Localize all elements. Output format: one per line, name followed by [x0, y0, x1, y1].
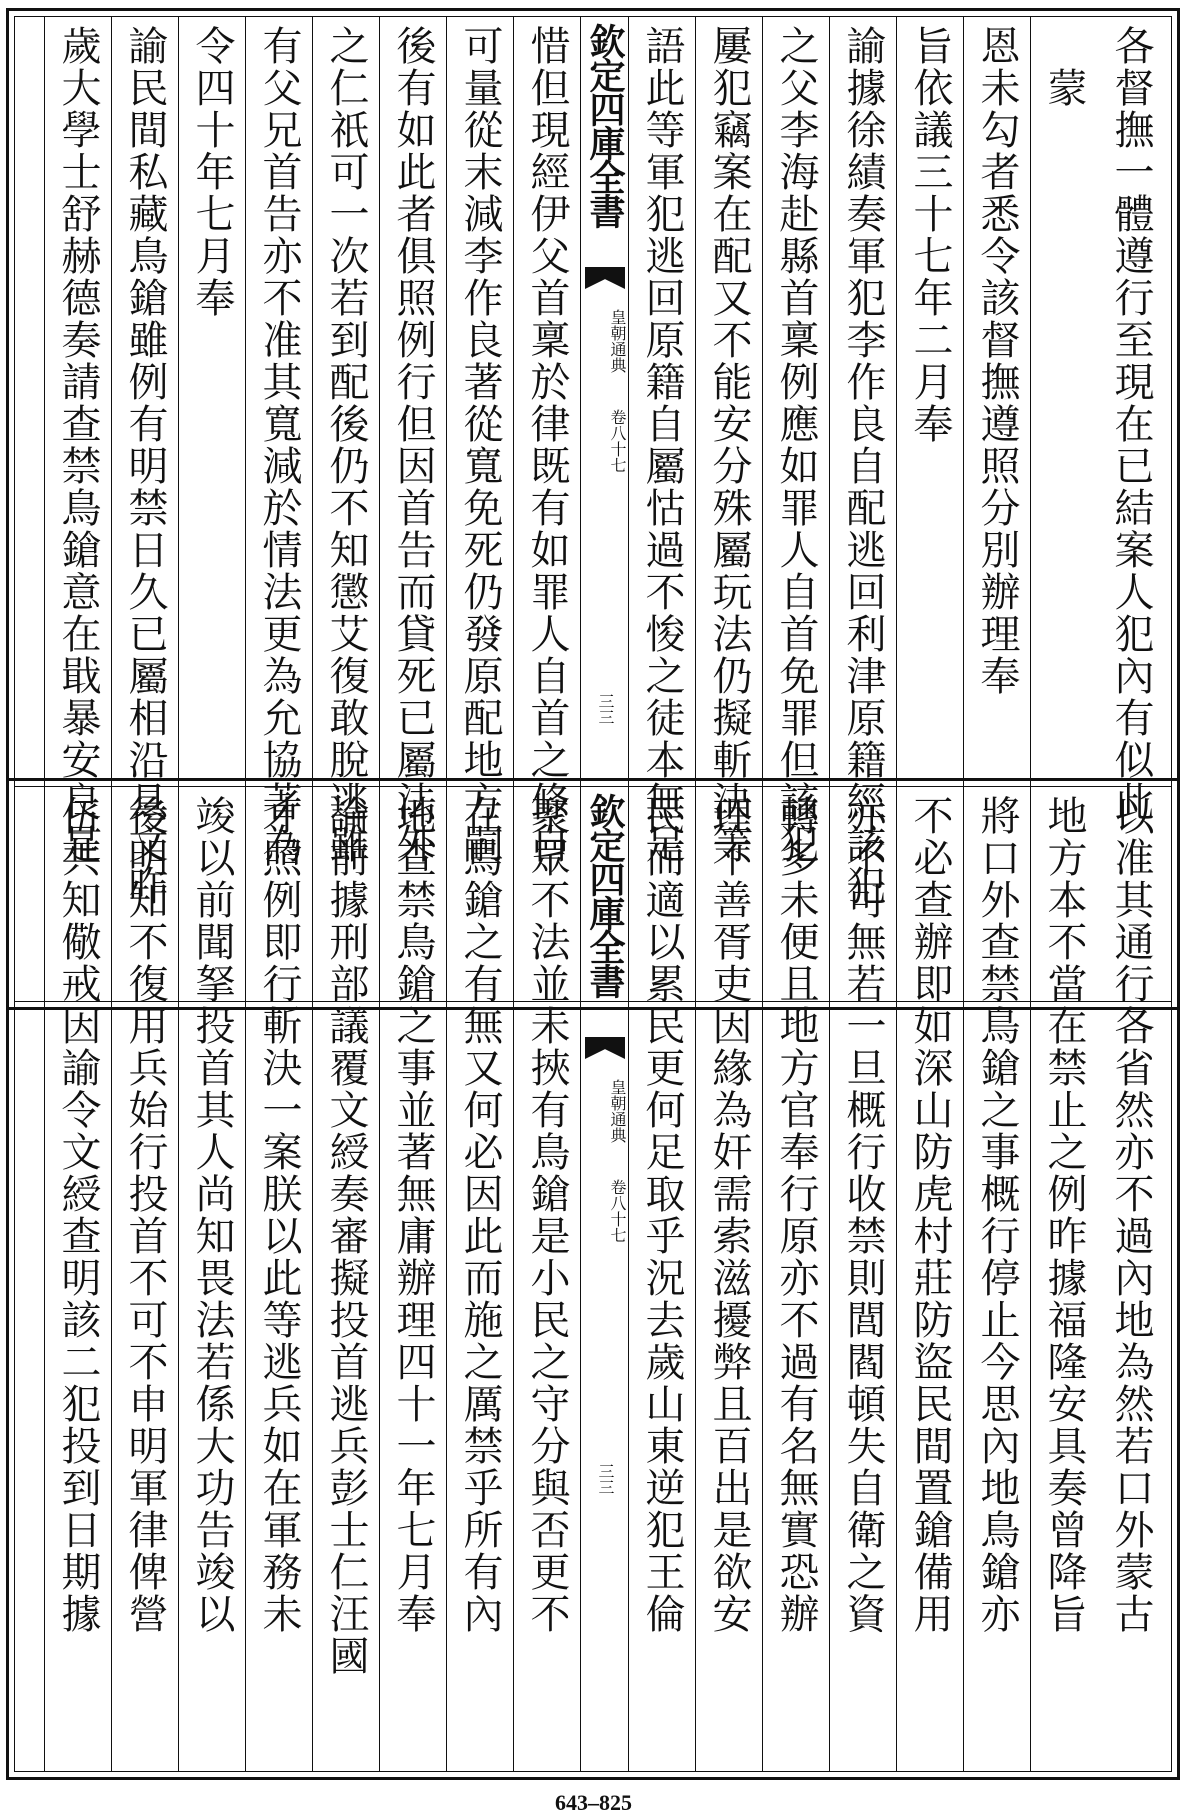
text-column: 不必查辦即如深山防虎村莊防盜民間置鎗備用 [896, 787, 963, 1771]
text-column: 後明知不復用兵始行投首不可不申明軍律俾營 [111, 787, 178, 1771]
page-gutter [580, 787, 629, 1771]
text-column: 將口外查禁鳥鎗之事概行停止今思內地鳥鎗亦 [963, 787, 1030, 1771]
text-column: 可量從末減李作良著從寬免死仍發原配地方嗣 [446, 17, 513, 1001]
text-column: 以准其通行各省然亦不過內地為然若口外蒙古 [1108, 795, 1154, 1635]
text-column: 屢犯竊案在配又不能安分殊屬玩法仍擬斬決等 [695, 17, 762, 1001]
text-column: 令四十年七月奉 [178, 17, 245, 1001]
text-column: 民而適以累民更何足取乎況去歲山東逆犯王倫 [628, 787, 695, 1771]
text-column: 諭前據刑部議覆文綬奏審擬投首逃兵彭士仁汪國 [312, 787, 379, 1771]
gutter-source: 皇朝通典 [608, 1079, 627, 1143]
text-column: 蒙 [1030, 17, 1097, 1001]
gutter-source: 皇朝通典 [608, 309, 627, 373]
gutter-title: 欽定四庫全書 [584, 793, 626, 997]
text-column: 亦不可無若一旦概行收禁則閭閻頓失自衛之資 [829, 787, 896, 1771]
fish-tail-mark-icon [585, 1037, 625, 1059]
text-column: 惜但現經伊父首稟於律既有如罪人自首之條自 [513, 17, 580, 1001]
text-column: 才照例即行斬決一案朕以此等逃兵如在軍務未 [245, 787, 312, 1771]
page-reference-number: 643–825 [555, 1790, 632, 1815]
bottom-page [6, 778, 1180, 1780]
text-column: 竣以前聞拏投首其人尚知畏法若係大功告竣以 [178, 787, 245, 1771]
text-column: 之父李海赴縣首稟例應如罪人自首免罪但該犯 [762, 17, 829, 1001]
text-column: 旨依議三十七年二月奉 [896, 17, 963, 1001]
fish-tail-mark-icon [585, 267, 625, 289]
gutter-title: 欽定四庫全書 [584, 23, 626, 227]
text-column: 轉多未便且地方官奉行原亦不過有名無實恐辦 [762, 787, 829, 1771]
text-column: 恩未勾者悉令該督撫遵照分別辦理奉 [963, 17, 1030, 1001]
text-column: 有父兄首告亦不准其寬減於情法更為允協著為 [245, 17, 312, 1001]
text-column: 聚眾不法並未挾有鳥鎗是小民之守分與否更不 [513, 787, 580, 1771]
text-column: 諭據徐績奏軍犯李作良自配逃回利津原籍經該犯 [829, 17, 896, 1001]
text-column: 之仁祇可一次若到配後仍不知懲艾復敢脫逃雖 [312, 17, 379, 1001]
text-column: 在鳥鎗之有無又何必因此而施之厲禁乎所有內 [446, 787, 513, 1771]
text-column: 語此等軍犯逃回原籍自屬怙過不悛之徒本無足 [628, 17, 695, 1001]
bottom-page-frame [14, 786, 1172, 1772]
text-column: 諭民間私藏鳥鎗雖例有明禁日久已屬相沿具文昨 [111, 17, 178, 1001]
text-column: 伍共知儆戒因諭令文綬查明該二犯投到日期據 [44, 787, 111, 1771]
gutter-page-number: 三三 [596, 1463, 615, 1495]
text-column: 地查禁鳥鎗之事並著無庸辦理四十一年七月奉 [379, 787, 446, 1771]
text-column: 各督撫一體遵行至現在已結案人犯內有似此 [1108, 25, 1154, 823]
gutter-volume: 卷八十七 [608, 1179, 627, 1243]
text-column: 後有如此者俱照例行但因首告而貸死已屬法外 [379, 17, 446, 1001]
gutter-page-number: 三三 [596, 693, 615, 725]
gutter-volume: 卷八十七 [608, 409, 627, 473]
text-column: 歲大學士舒赫德奏請查禁鳥鎗意在戢暴安良是 [44, 17, 111, 1001]
text-column: 理不善胥吏因緣為奸需索滋擾弊且百出是欲安 [695, 787, 762, 1771]
text-column: 地方本不當在禁止之例昨據福隆安具奏曾降旨 [1030, 787, 1097, 1771]
